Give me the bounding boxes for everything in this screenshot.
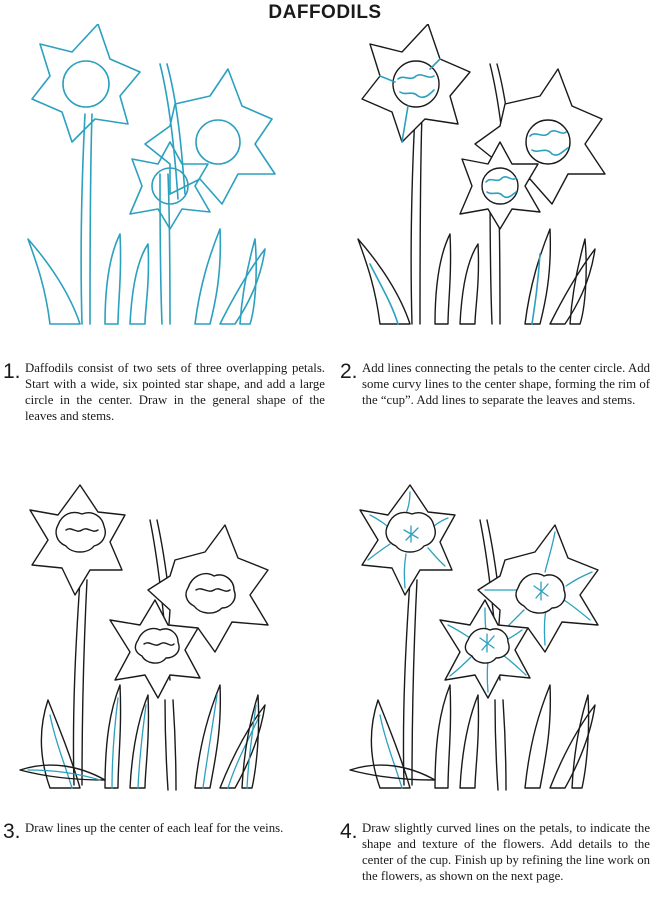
step-1-illustration [10,24,320,344]
page-title: DAFFODILS [268,2,382,23]
step-number: 2. [340,360,358,383]
step-4-illustration [340,470,650,810]
step-number: 1. [3,360,21,383]
step-text: Daffodils consist of two sets of three overlapping petals. Start with a wide, six pointed star shape, and add a large circle in the center. Draw in the general shape of the leaves and stems. [25,361,325,423]
step-number: 4. [340,820,358,843]
step-number: 3. [3,820,21,843]
step-text: Add lines connecting the petals to the center circle. Add some curvy lines to the center shape, forming the rim of the “cup”. Add lines to separate the leaves and stems. [362,361,650,407]
step-3-caption [3,820,325,850]
step-2-caption [340,360,650,430]
step-1-caption [3,360,325,430]
step-4-caption [340,820,650,900]
step-2-illustration [340,24,650,344]
step-text: Draw lines up the center of each leaf for the veins. [25,821,284,835]
step-3-illustration [10,470,320,810]
step-text: Draw slightly curved lines on the petals, to indicate the shape and texture of the flowers. Add details to the center of the cup. Finish up by refining the line work on the flowers, as shown on the next page. [362,821,650,883]
